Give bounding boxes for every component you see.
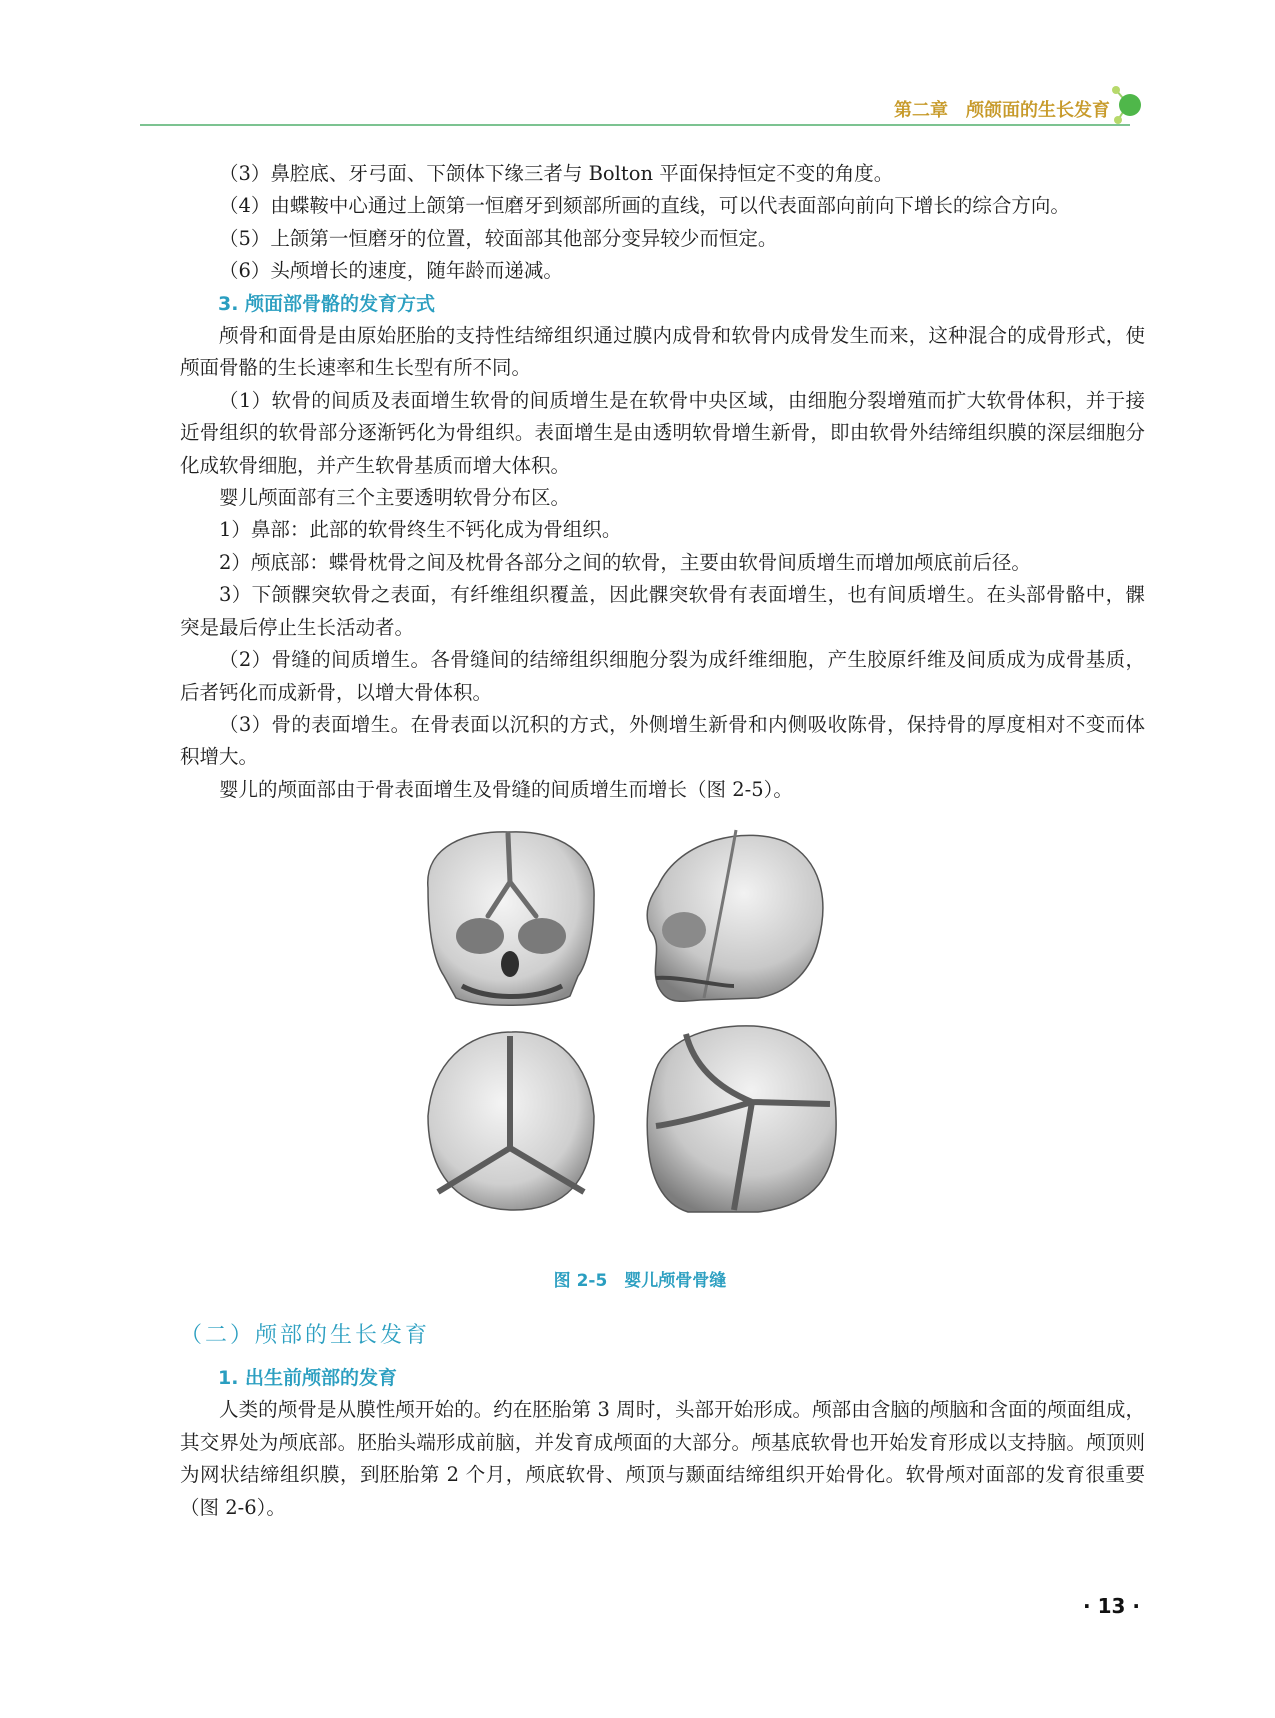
- section-heading: 3. 颅面部骨骼的发育方式: [218, 292, 436, 315]
- paragraph: （2）骨缝的间质增生。各骨缝间的结缔组织细胞分裂为成纤维细胞，产生胶原纤维及间质成为成骨基质，后者钙化而成新骨，以增大骨体积。: [180, 648, 1145, 704]
- paragraph: 婴儿的颅面部由于骨表面增生及骨缝的间质增生而增长（图 2-5）。: [219, 777, 793, 801]
- paragraph: 3）下颌髁突软骨之表面，有纤维组织覆盖，因此髁突软骨有表面增生，也有间质增生。在头部骨骼中，髁突是最后停止生长活动者。: [180, 583, 1145, 639]
- paragraph: （4）由蝶鞍中心通过上颌第一恒磨牙到颏部所画的直线，可以代表面部向前向下增长的综合方向。: [219, 194, 1070, 218]
- section2-body: [180, 1362, 1145, 1524]
- body-text: [180, 158, 1145, 806]
- skull-top-view: [428, 1032, 594, 1210]
- paragraph: （6）头颅增长的速度，随年龄而递减。: [219, 259, 563, 283]
- skull-front-view: [428, 832, 594, 1005]
- chapter-header: 第二章 颅颌面的生长发育: [894, 100, 1110, 121]
- paragraph: （1）软骨的间质及表面增生软骨的间质增生是在软骨中央区域，由细胞分裂增殖而扩大软骨体积，并于接近骨组织的软骨部分逐渐钙化为骨组织。表面增生是由透明软骨增生新骨，即由软骨外结缔组织膜的深层细胞分化成软骨细胞，并产生软骨基质而增大体积。: [180, 388, 1145, 477]
- page-number: · 13 ·: [1083, 1594, 1140, 1618]
- paragraph: 颅骨和面骨是由原始胚胎的支持性结缔组织通过膜内成骨和软骨内成骨发生而来，这种混合的成骨形式，使颅面骨骼的生长速率和生长型有所不同。: [180, 324, 1145, 380]
- header-rule: [140, 124, 1130, 126]
- paragraph: （3）鼻腔底、牙弓面、下颌体下缘三者与 Bolton 平面保持恒定不变的角度。: [219, 162, 894, 185]
- paragraph: 人类的颅骨是从膜性颅开始的。约在胚胎第 3 周时，头部开始形成。颅部由含脑的颅脑和含面的颅面组成，其交界处为颅底部。胚胎头端形成前脑，并发育成颅面的大部分。颅基底软骨也开始发育形成以支持脑。颅顶则为网状结缔组织膜，到胚胎第 2 个月，颅底软骨、颅顶与颞面结缔组织开始骨化。软骨颅对面部的发育很重要（图 2-6）。: [180, 1398, 1145, 1519]
- molecule-logo-icon: [1108, 84, 1148, 128]
- paragraph: （5）上颌第一恒磨牙的位置，较面部其他部分变异较少而恒定。: [219, 226, 778, 250]
- section-heading: 1. 出生前颅部的发育: [218, 1367, 398, 1389]
- paragraph: 婴儿颅面部有三个主要透明软骨分布区。: [219, 486, 571, 510]
- paragraph: 1）鼻部：此部的软骨终生不钙化成为骨组织。: [219, 518, 622, 542]
- paragraph: 2）颅底部：蝶骨枕骨之间及枕骨各部分之间的软骨，主要由软骨间质增生而增加颅底前后径。: [219, 550, 1031, 574]
- figure-caption: 图 2-5 婴儿颅骨骨缝: [553, 1271, 727, 1291]
- figure-infant-skull-sutures: [418, 826, 858, 1250]
- paragraph: （3）骨的表面增生。在骨表面以沉积的方式，外侧增生新骨和内侧吸收陈骨，保持骨的厚度相对不变而体积增大。: [180, 712, 1145, 769]
- skull-oblique-view: [647, 1026, 836, 1212]
- skull-photographs: [418, 826, 858, 1250]
- skull-side-view: [647, 830, 823, 1001]
- subsection-heading: （二）颅部的生长发育: [180, 1323, 431, 1348]
